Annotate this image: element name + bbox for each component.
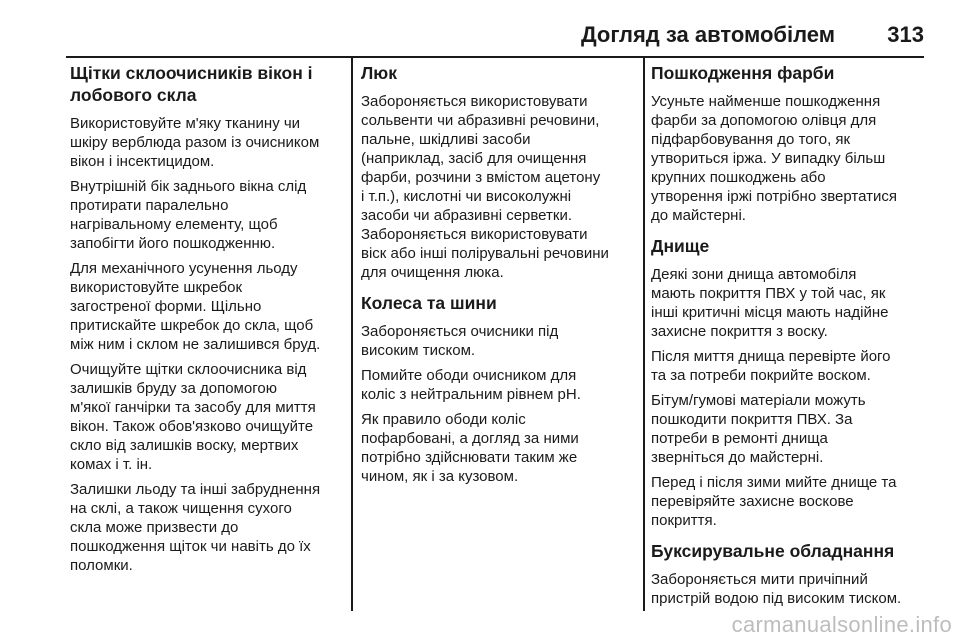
paragraph: Внутрішній бік заднього вікна слід протирати паралельно нагрівальному елементу, щоб запобігти його пошкодженню.	[70, 178, 307, 252]
paragraph: Деякі зони днища автомобіля мають покриття ПВХ у той час, як інші критичні місця мають надійне захисне покриття з воску.	[651, 266, 889, 340]
section-heading: Пошкодження фарби	[651, 63, 835, 83]
paragraph: Забороняється використовувати сольвенти чи абразивні речовини, пальне, шкідливі засоби (наприклад, засіб для очищення фарби, розчини з вмістом ацетону і т.п.), кислотні чи високолужні засоби чи абразивні серветки. Забороняється використовувати віск або інші полірувальні речовини для очищення люка.	[361, 93, 609, 281]
column-divider	[351, 58, 353, 611]
paragraph: Усуньте найменше пошкодження фарби за допомогою олівця для підфарбовування до того, як утвориться іржа. У випадку більш крупних пошкоджень або утворення іржі потрібно звертатися до майстерні.	[651, 93, 897, 224]
page-header	[0, 0, 960, 56]
paragraph: Забороняється мити причіпний пристрій водою під високим тиском.	[651, 571, 902, 607]
column-3	[651, 62, 933, 614]
section-underbody	[651, 235, 933, 530]
section-towing-equipment	[651, 540, 933, 608]
section-heading: Днище	[651, 236, 710, 256]
section-paint-damage	[651, 62, 933, 225]
section-heading: Колеса та шини	[361, 293, 497, 313]
section-heading: Щітки склоочисників вікон і лобового скла	[70, 63, 313, 105]
paragraph: Перед і після зими мийте днище та перевіряйте захисне воскове покриття.	[651, 474, 897, 529]
section-heading: Люк	[361, 63, 397, 83]
paragraph: Забороняється очисники під високим тиском.	[361, 323, 559, 359]
page-number: 313	[887, 22, 924, 47]
watermark: carmanualsonline.info	[731, 612, 952, 637]
section-sunroof	[361, 62, 637, 282]
column-2	[361, 62, 637, 614]
paragraph: Після миття днища перевірте його та за потреби покрийте воском.	[651, 348, 891, 384]
paragraph: Як правило ободи коліс пофарбовані, а догляд за ними потрібно здійснювати таким же чином, як і за кузовом.	[361, 411, 579, 485]
section-heading: Буксирувальне обладнання	[651, 541, 895, 561]
page-title: Догляд за автомобілем	[580, 22, 835, 47]
paragraph: Очищуйте щітки склоочисника від залишків бруду за допомогою м'якої ганчірки та засобу для миття вікон. Також обов'язково очищуйте скло від залишків воску, мертвих комах і т. ін.	[70, 361, 316, 473]
column-divider	[643, 58, 645, 611]
section-wiper-blades	[70, 62, 346, 575]
paragraph: Бітум/гумові матеріали можуть пошкодити покриття ПВХ. За потреби в ремонті днища зверніться до майстерні.	[651, 392, 866, 466]
column-1	[70, 62, 346, 614]
header-rule	[66, 56, 924, 58]
section-wheels-tyres	[361, 292, 637, 486]
paragraph: Для механічного усунення льоду використовуйте шкребок загостреної форми. Щільно притискайте шкребок до скла, щоб між ним і склом не залишився бруд.	[70, 260, 321, 353]
paragraph: Помийте ободи очисником для коліс з нейтральним рівнем pH.	[361, 367, 581, 403]
paragraph: Використовуйте м'яку тканину чи шкіру верблюда разом із очисником вікон і інсектицидом.	[70, 115, 320, 170]
paragraph: Залишки льоду та інші забруднення на склі, а також чищення сухого скла може призвести до пошкодження щіток чи навіть до їх поломки.	[70, 481, 321, 574]
